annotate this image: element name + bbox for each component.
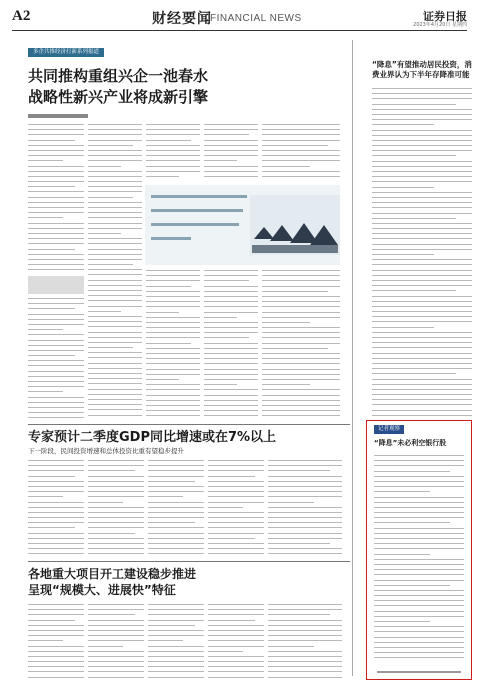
projects-headline-line2: 呈现“规模大、进展快”特征 [28, 583, 176, 597]
gdp-deck: 下一阶段，民间投资增速和总体投资比重有望稳步提升 [28, 447, 184, 455]
lead-body-col3-top [146, 124, 200, 182]
lead-body-col2 [88, 124, 142, 420]
issue-date: 2023年4月20日 星期四 [413, 22, 467, 28]
gdp-body-col4 [208, 460, 264, 558]
gdp-body-col3 [148, 460, 204, 558]
industrial-photo-icon [250, 195, 340, 255]
column-divider [352, 40, 353, 676]
page-number: A2 [12, 8, 31, 24]
lead-kicker: 多企共推经济打新系列报道 [28, 48, 104, 57]
lead-body-col1 [28, 124, 84, 272]
gdp-body-col1 [28, 460, 84, 558]
gdp-body-col5 [268, 460, 342, 558]
projects-headline-line1: 各地重大项目开工建设稳步推进 [28, 567, 197, 581]
projects-body-col3 [148, 604, 204, 680]
story-divider-2 [28, 561, 350, 562]
gdp-body-col2 [88, 460, 144, 558]
projects-body-col2 [88, 604, 144, 680]
right-column-headline: “降息”有望推动居民投资，消费业界认为下半年存降准可能 [372, 60, 472, 79]
lead-body-col4-top [204, 124, 258, 182]
projects-body-col1 [28, 604, 84, 680]
lead-headline-line2: 战略性新兴产业将成新引擎 [28, 88, 209, 106]
commentary-body [374, 455, 464, 665]
story-divider [28, 424, 350, 425]
section-title-english: FINANCIAL NEWS [210, 13, 302, 24]
lead-byline [28, 114, 88, 118]
header-rule [12, 30, 467, 31]
page-header [12, 8, 467, 30]
lead-subhead [28, 276, 84, 294]
lead-body-col3 [146, 270, 200, 420]
commentary-tag: 记者观察 [374, 425, 404, 434]
lead-body-col5 [262, 270, 340, 420]
commentary-box [366, 420, 472, 680]
lead-headline [28, 66, 258, 108]
projects-body-col5 [268, 604, 342, 680]
lead-body-col5-top [262, 124, 340, 182]
lead-headline-line1: 共同推构重组兴企一池春水 [28, 67, 209, 85]
masthead: 证券日报 [423, 10, 467, 23]
gdp-headline: 专家预计二季度GDP同比增速或在7%以上 [28, 430, 277, 445]
lead-body-col1b [28, 298, 84, 420]
lead-body-col4 [204, 270, 258, 420]
projects-headline [28, 566, 328, 598]
right-column-body [372, 88, 472, 416]
commentary-footer [377, 671, 461, 673]
projects-body-col4 [208, 604, 264, 680]
commentary-headline: “降息”未必利空银行股 [374, 439, 447, 447]
section-title: 财经要闻 [152, 11, 212, 27]
